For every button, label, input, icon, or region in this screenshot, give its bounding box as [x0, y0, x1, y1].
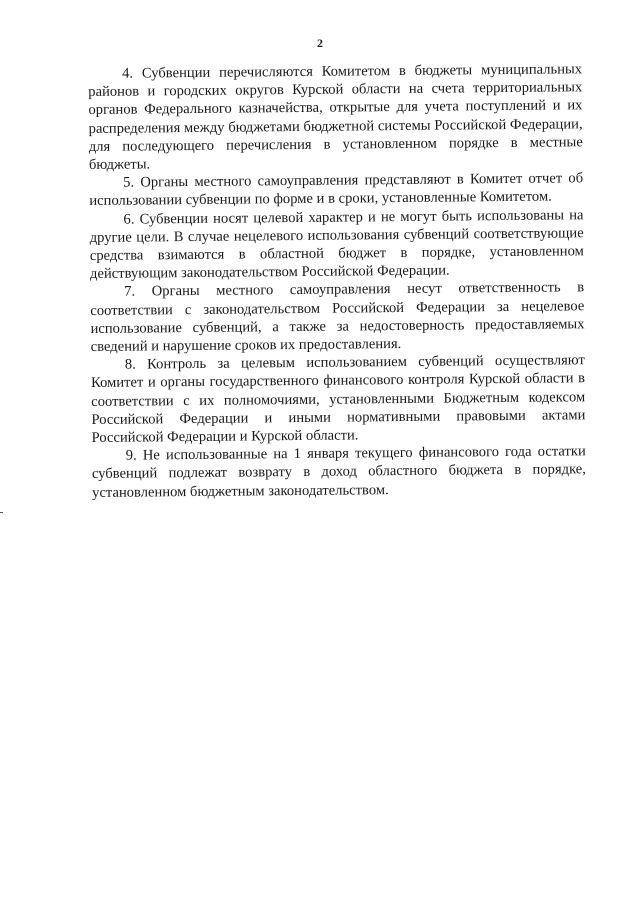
- paragraph-8: 8. Контроль за целевым использованием субвенций осуществляют Комитет и органы государственного финансового контроля Курской области в соответствии с их полномочиями, установленными Бюджетным кодексом Российской Федерации и иными нормативными правовыми актами Российской Федерации и Курской области.: [90, 352, 586, 447]
- paragraph-4: 4. Субвенции перечисляются Комитетом в бюджеты муниципальных районов и городских округов Курской области на счета территориальных органов Федерального казначейства, открытые для учета поступлений и их распределения между бюджетами бюджетной системы Российской Федерации, для последующего перечисления в установленном порядке в местные бюджеты.: [88, 61, 583, 174]
- scan-edge-mark: [0, 512, 3, 513]
- paragraph-5: 5. Органы местного самоуправления представляют в Комитет отчет об использовании субвенции по форме и в сроки, установленные Комитетом.: [89, 170, 584, 210]
- paragraph-6: 6. Субвенции носят целевой характер и не могут быть использованы на другие цели. В случае нецелевого использования субвенций соответствующие средства взимаются в областной бюджет в порядке, установленном действующим законодательством Российской Федерации.: [89, 206, 584, 283]
- document-body: [88, 60, 586, 502]
- paragraph-9: 9. Не использованные на 1 января текущего финансового года остатки субвенций подлежат возврату в доход областного бюджета в порядке, установленном бюджетным законодательством.: [91, 443, 586, 501]
- page-number: 2: [317, 36, 323, 50]
- paragraph-7: 7. Органы местного самоуправления несут ответственность в соответствии с законодательством Российской Федерации за нецелевое использование субвенций, а также за недостоверность предоставляемых сведений и нарушение сроков их предоставления.: [90, 279, 585, 356]
